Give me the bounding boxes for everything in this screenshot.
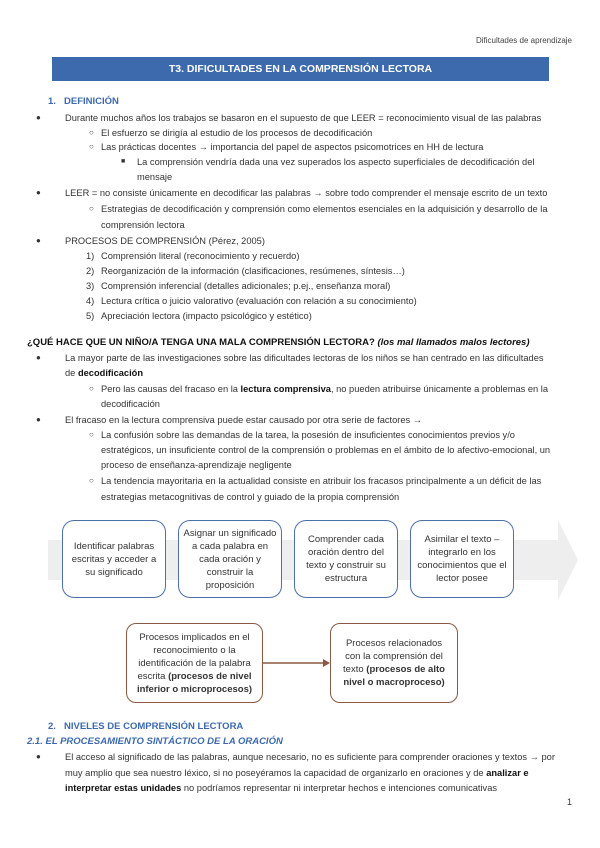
bullet-icon: ● <box>36 752 41 761</box>
step-box-3: Comprender cada oración dentro del texto y construir su estructura <box>294 520 398 598</box>
text-line: decodificación <box>101 399 160 409</box>
text-line: mensaje <box>137 172 173 182</box>
list-item: Lectura crítica o juicio valorativo (evaluación con relación a su conocimiento) <box>101 296 417 306</box>
bullet-icon: ● <box>36 236 41 245</box>
section-2-number: 2. <box>48 721 56 732</box>
text-line: La tendencia mayoritaria en la actualidad consiste en atribuir los fracasos principalmente a un déficit de las <box>101 476 542 486</box>
circle-bullet-icon: ○ <box>89 430 94 439</box>
text-line: estrategias metacognitivas de control y guiado de la propia comprensión <box>101 492 400 502</box>
text-line: El esfuerzo se dirigía al estudio de los procesos de decodificación <box>101 128 373 138</box>
high-level-process-box: Procesos relacionados con la comprensión del texto (procesos de alto nivel o macroproceso) <box>330 623 458 703</box>
text-line: Durante muchos años los trabajos se basaron en el supuesto de que LEER = reconocimiento visual de las palabras <box>65 113 542 123</box>
step-box-1: Identificar palabras escritas y acceder a su significado <box>62 520 166 598</box>
square-bullet-icon: ■ <box>121 158 126 165</box>
circle-bullet-icon: ○ <box>89 142 94 151</box>
list-number: 1) <box>86 251 95 261</box>
page-number: 1 <box>566 797 572 807</box>
subsection-title: 2.1. EL PROCESAMIENTO SINTÁCTICO DE LA ORACIÓN <box>27 736 283 747</box>
circle-bullet-icon: ○ <box>89 384 94 393</box>
section-1-number: 1. <box>48 96 56 107</box>
list-item: Comprensión literal (reconocimiento y recuerdo) <box>101 251 300 261</box>
question-heading: ¿QUÉ HACE QUE UN NIÑO/A TENGA UNA MALA COMPRENSIÓN LECTORA? (los mal llamados malos lectores) <box>27 337 530 348</box>
bullet-icon: ● <box>36 353 41 362</box>
list-item: Comprensión inferencial (detalles adicionales; p.ej., enseñanza moral) <box>101 281 391 291</box>
text-line: comprensión lectora <box>101 220 185 230</box>
section-1-title: DEFINICIÓN <box>64 96 119 107</box>
text-line: interpretar estas unidades no podríamos representar ni interpretar hechos e intenciones comunicativas <box>65 783 498 793</box>
section-2-title: NIVELES DE COMPRENSIÓN LECTORA <box>64 721 244 732</box>
arrow-right-icon <box>263 656 331 670</box>
text-line: estratégicos, un insuficiente control de la comprensión o problemas en el ámbito de lo afectivo-emocional, un <box>101 445 551 455</box>
step-box-2: Asignar un significado a cada palabra en cada oración y construir la proposición <box>178 520 282 598</box>
question-subtitle: (los mal llamados malos lectores) <box>377 337 530 348</box>
text-line: La mayor parte de las investigaciones sobre las dificultades lectoras de los niños se han centrado en las dificultades <box>65 353 544 363</box>
list-item: Apreciación lectora (impacto psicológico y estético) <box>101 311 312 321</box>
text-line: proceso de enseñanza-aprendizaje negligente <box>101 460 292 470</box>
circle-bullet-icon: ○ <box>89 128 94 137</box>
text-line: de decodificación <box>65 368 144 378</box>
step-box-4: Asimilar el texto – integrarlo en los conocimientos que el lector posee <box>410 520 514 598</box>
text-line: El acceso al significado de las palabras, aunque necesario, no es suficiente para comprender oraciones y textos → por <box>65 752 555 762</box>
list-number: 2) <box>86 266 95 276</box>
bullet-icon: ● <box>36 415 41 424</box>
running-header: Dificultades de aprendizaje <box>475 36 572 45</box>
circle-bullet-icon: ○ <box>89 476 94 485</box>
text-line: PROCESOS DE COMPRENSIÓN (Pérez, 2005) <box>65 236 265 246</box>
list-item: Reorganización de la información (clasificaciones, resúmenes, síntesis…) <box>101 266 405 276</box>
page-title: T3. DIFICULTADES EN LA COMPRENSIÓN LECTORA <box>52 57 549 81</box>
text-line: Pero las causas del fracaso en la lectura comprensiva, no pueden atribuirse únicamente a problemas en la <box>101 384 549 394</box>
text-line: muy amplio que sea nuestro léxico, si no poseyéramos la capacidad de organizarlo en oraciones y de analizar e <box>65 768 529 778</box>
low-level-process-box: Procesos implicados en el reconocimiento o la identificación de la palabra escrita (procesos de nivel inferior o microprocesos) <box>126 623 263 703</box>
bullet-icon: ● <box>36 113 41 122</box>
text-line: La confusión sobre las demandas de la tarea, la posesión de insuficientes conocimientos previos y/o <box>101 430 515 440</box>
text-line: LEER = no consiste únicamente en decodificar las palabras → sobre todo comprender el mensaje escrito de un texto <box>65 188 548 198</box>
text-line: Las prácticas docentes → importancia del papel de aspectos psicomotrices en HH de lectura <box>101 142 484 152</box>
list-number: 5) <box>86 311 95 321</box>
bullet-icon: ● <box>36 188 41 197</box>
text-line: El fracaso en la lectura comprensiva puede estar causado por otra serie de factores → <box>65 415 423 425</box>
circle-bullet-icon: ○ <box>89 204 94 213</box>
text-line: La comprensión vendría dada una vez superados los aspecto superficiales de decodificación del <box>137 157 535 167</box>
list-number: 3) <box>86 281 95 291</box>
list-number: 4) <box>86 296 95 306</box>
text-line: Estrategias de decodificación y comprensión como elementos esenciales en la adquisición y desarrollo de la <box>101 204 548 214</box>
